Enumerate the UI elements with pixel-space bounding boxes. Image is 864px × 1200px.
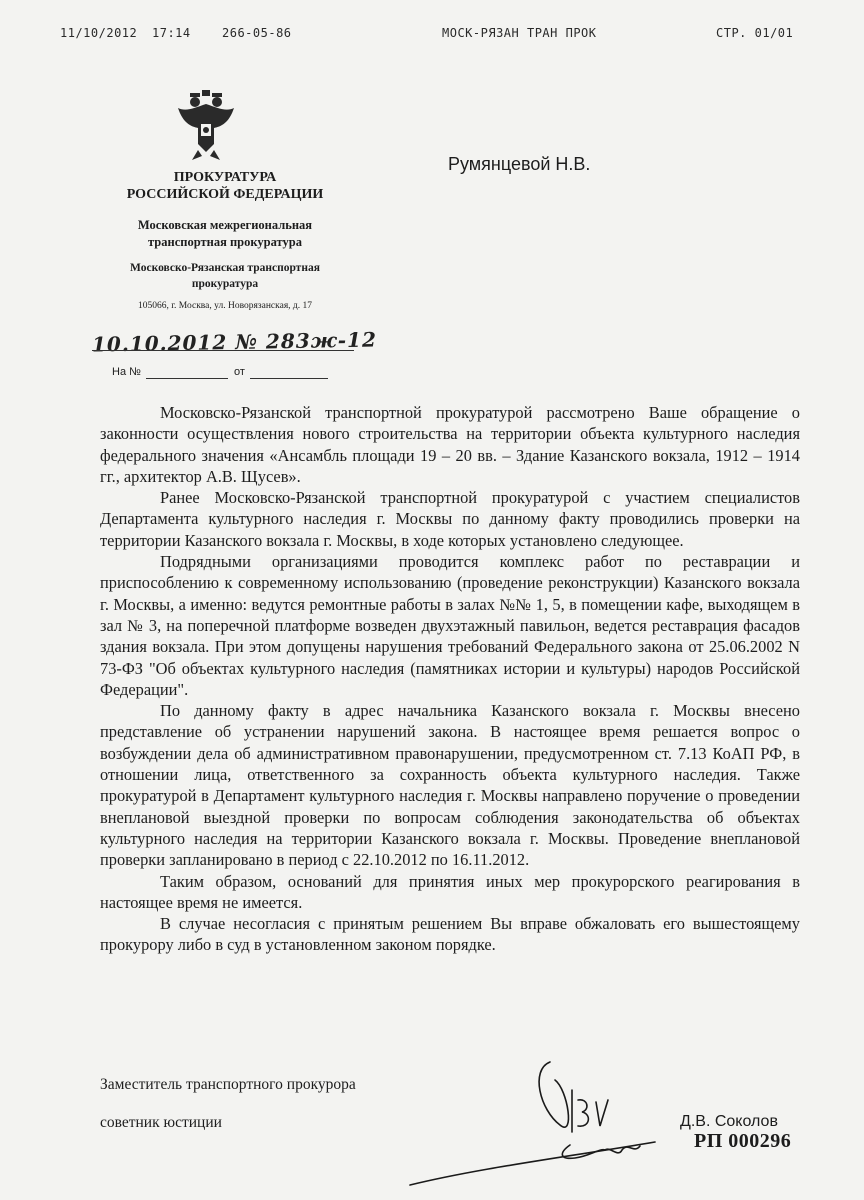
- letterhead-line3: Московская межрегиональная: [137, 218, 313, 232]
- paragraph-2: Ранее Московско-Рязанской транспортной прокуратурой с участием специалистов Департамента культурного наследия г. Москвы по данному факту проводились проверки на территории Казанского вокзала г. Москвы, в ходе которых установлено следующее.: [100, 488, 800, 550]
- fax-sender: МОСК-РЯЗАН ТРАН ПРОК: [442, 26, 597, 40]
- letterhead-line5: Московско-Рязанская транспортная: [130, 262, 320, 274]
- na-label: На №: [112, 366, 141, 378]
- paragraph-1: Московско-Рязанской транспортной прокуратурой рассмотрено Ваше обращение о законности осуществления нового строительства на территории объекта культурного наследия федерального значения «Ансамбль площади 19 – 20 вв. – Здание Казанского вокзала, 1912 – 1914 гг., архитектор А.В. Щусев».: [100, 403, 800, 486]
- letterhead-address: 105066, г. Москва, ул. Новорязанская, д. 17: [137, 301, 313, 311]
- russian-coat-of-arms-icon: [176, 90, 236, 160]
- signatory-title: Заместитель транспортного прокурора: [100, 1076, 356, 1093]
- signatory-name: Д.В. Соколов: [680, 1113, 778, 1130]
- paragraph-3: Подрядными организациями проводится комплекс работ по реставрации и приспособлению к современному использованию (проведение реконструкции) Казанского вокзала г. Москвы, а именно: ведутся ремонтные работы в залах №№ 1, 5, в помещении кафе, выходящем в зал № 3, на поперечной платформе возведен двухэтажный павильон, ведется реставрация фасадов здания вокзала. При этом допущены нарушения требований Федерального закона от 25.06.2002 N 73-ФЗ "Об объектах культурного наследия (памятниках истории и культуры) народов Российской Федерации".: [100, 552, 800, 699]
- handwritten-signature: [400, 1050, 660, 1200]
- fax-time: 17:14: [152, 26, 191, 40]
- reference-underline: [92, 350, 354, 351]
- letterhead-line1: ПРОКУРАТУРА: [173, 170, 277, 185]
- paragraph-4: По данному факту в адрес начальника Казанского вокзала г. Москвы внесено представление об устранении нарушений закона. В настоящее время решается вопрос о возбуждении дела об административном правонарушении, предусмотренном ст. 7.13 КоАП РФ, в отношении лица, ответственного за сохранность объекта культурного наследия. Также прокуратурой в Департамент культурного наследия г. Москвы направлено поручение о проведении внеплановой выездной проверки по вопросам соблюдения законодательства об объектах культурного наследия на территории Казанского вокзала г. Москвы. Проведение внеплановой проверки запланировано в период с 22.10.2012 по 16.11.2012.: [100, 701, 800, 870]
- ot-blank-line: [250, 378, 328, 379]
- letterhead-line2: РОССИЙСКОЙ ФЕДЕРАЦИИ: [126, 187, 324, 202]
- letterhead-line4: транспортная прокуратура: [148, 235, 302, 249]
- ot-label: от: [234, 366, 245, 378]
- paragraph-5: Таким образом, оснований для принятия иных мер прокурорского реагирования в настоящее время не имеется.: [100, 871, 800, 912]
- paragraph-6: В случае несогласия с принятым решением Вы вправе обжаловать его вышестоящему прокурору либо в суд в установленном законом порядке.: [100, 914, 800, 955]
- letterhead-line6: прокуратура: [191, 278, 259, 290]
- fax-date: 11/10/2012: [60, 26, 138, 40]
- signatory-rank: советник юстиции: [100, 1114, 222, 1131]
- fax-phone: 266-05-86: [222, 26, 292, 40]
- outgoing-reference-handwritten: 10.10.2012 № 283ж-12: [91, 327, 378, 357]
- letter-body: [100, 402, 800, 956]
- na-blank-line: [146, 378, 228, 379]
- fax-page: СТР. 01/01: [716, 26, 794, 40]
- addressee: Румянцевой Н.В.: [448, 154, 591, 174]
- document-serial-number: РП 000296: [694, 1130, 792, 1152]
